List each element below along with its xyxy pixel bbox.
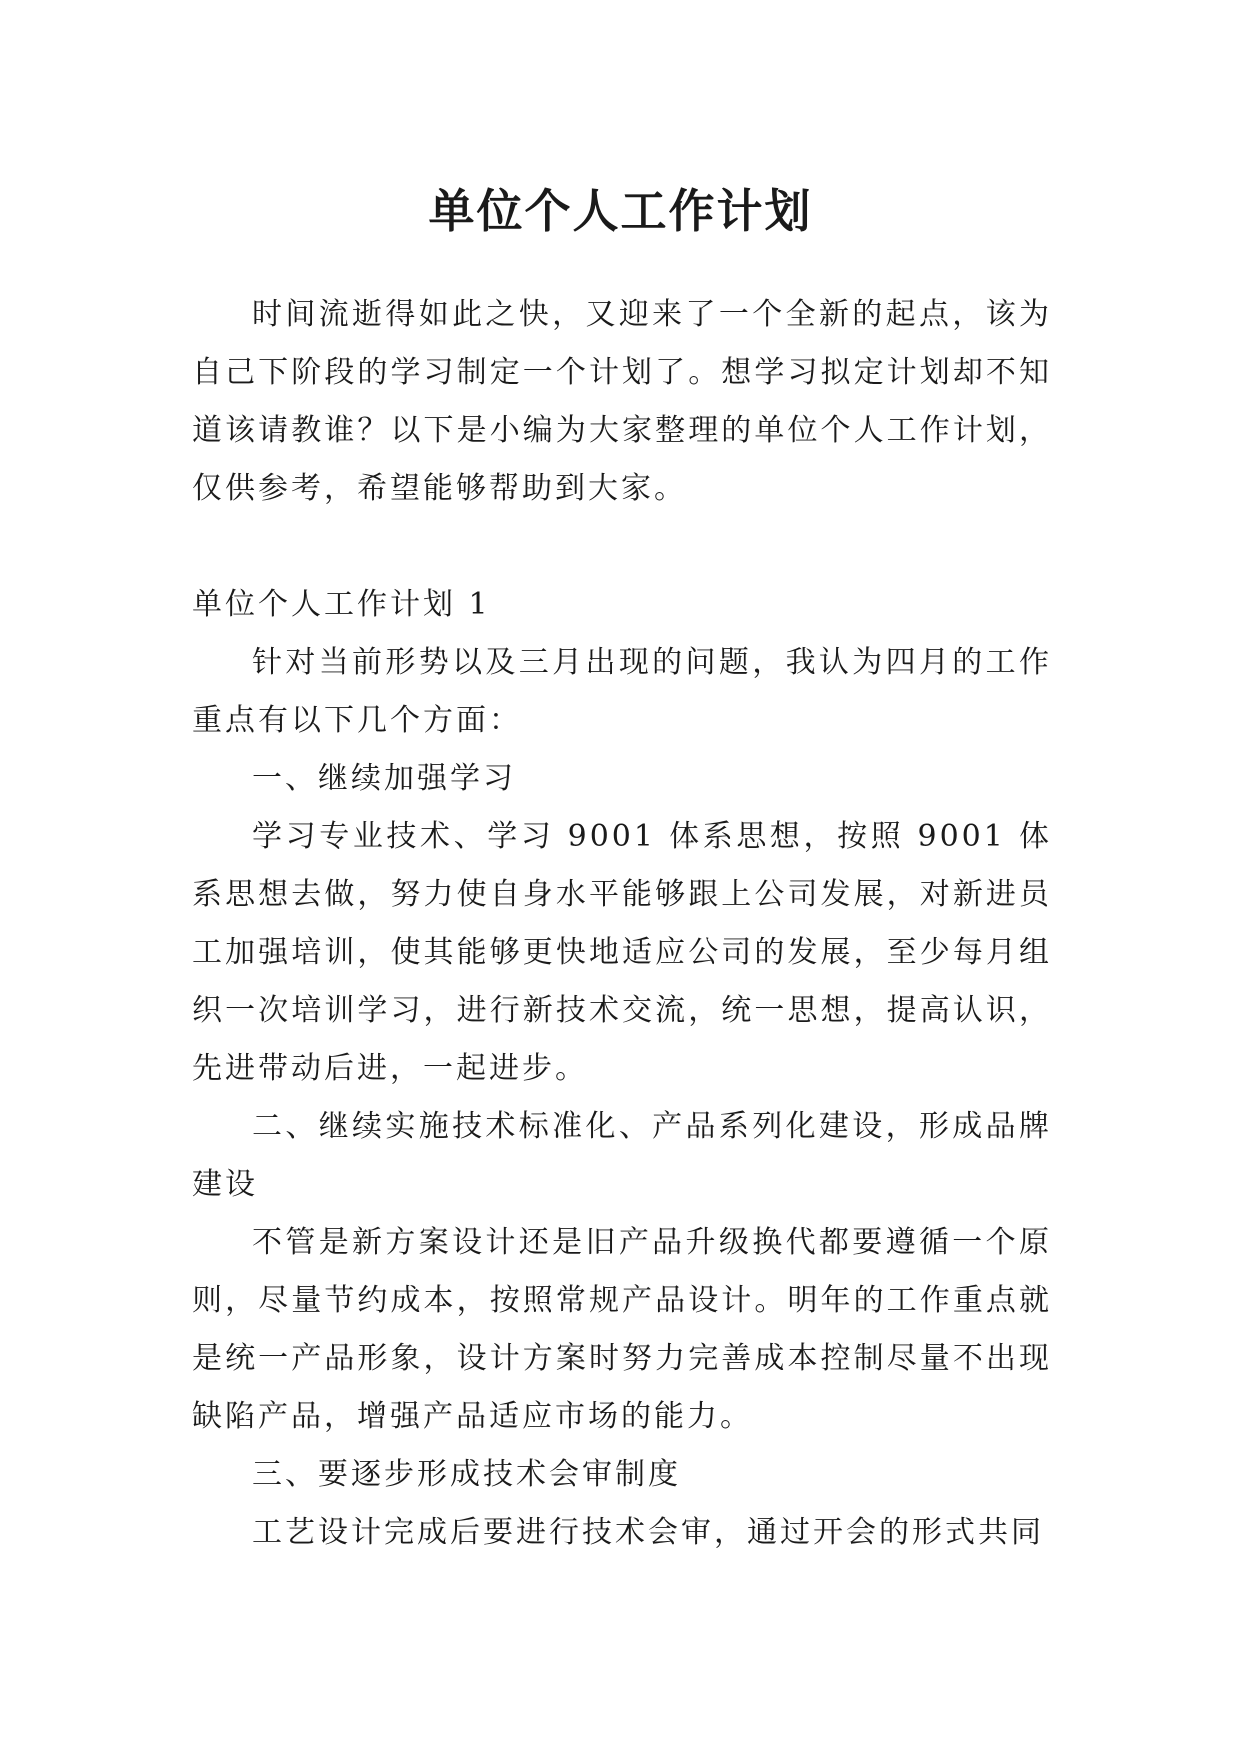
body-paragraph: 针对当前形势以及三月出现的问题，我认为四月的工作重点有以下几个方面：: [192, 645, 1052, 738]
document-body: [192, 286, 1052, 1562]
subheading-3: 三、要逐步形成技术会审制度: [252, 1457, 681, 1492]
intro-paragraph: 时间流逝得如此之快，又迎来了一个全新的起点，该为自己下阶段的学习制定一个计划了。想学习拟定计划却不知道该请教谁？以下是小编为大家整理的单位个人工作计划，仅供参考，希望能够帮助到大家。: [192, 297, 1052, 506]
section-heading: 单位个人工作计划 1: [192, 587, 491, 622]
body-paragraph: 工艺设计完成后要进行技术会审，通过开会的形式共同: [252, 1515, 1044, 1550]
paragraph-gap: [192, 518, 1052, 576]
document-title: 单位个人工作计划: [428, 183, 813, 238]
body-paragraph: 不管是新方案设计还是旧产品升级换代都要遵循一个原则，尽量节约成本，按照常规产品设计。明年的工作重点就是统一产品形象，设计方案时努力完善成本控制尽量不出现缺陷产品，增强产品适应市场的能力。: [192, 1225, 1052, 1434]
body-paragraph: 学习专业技术、学习 9001 体系思想，按照 9001 体系思想去做，努力使自身水平能够跟上公司发展，对新进员工加强培训，使其能够更快地适应公司的发展，至少每月组织一次培训学习，进行新技术交流，统一思想，提高认识，先进带动后进，一起进步。: [192, 819, 1052, 1086]
subheading-2: 二、继续实施技术标准化、产品系列化建设，形成品牌建设: [192, 1109, 1052, 1202]
subheading-1: 一、继续加强学习: [252, 761, 516, 796]
